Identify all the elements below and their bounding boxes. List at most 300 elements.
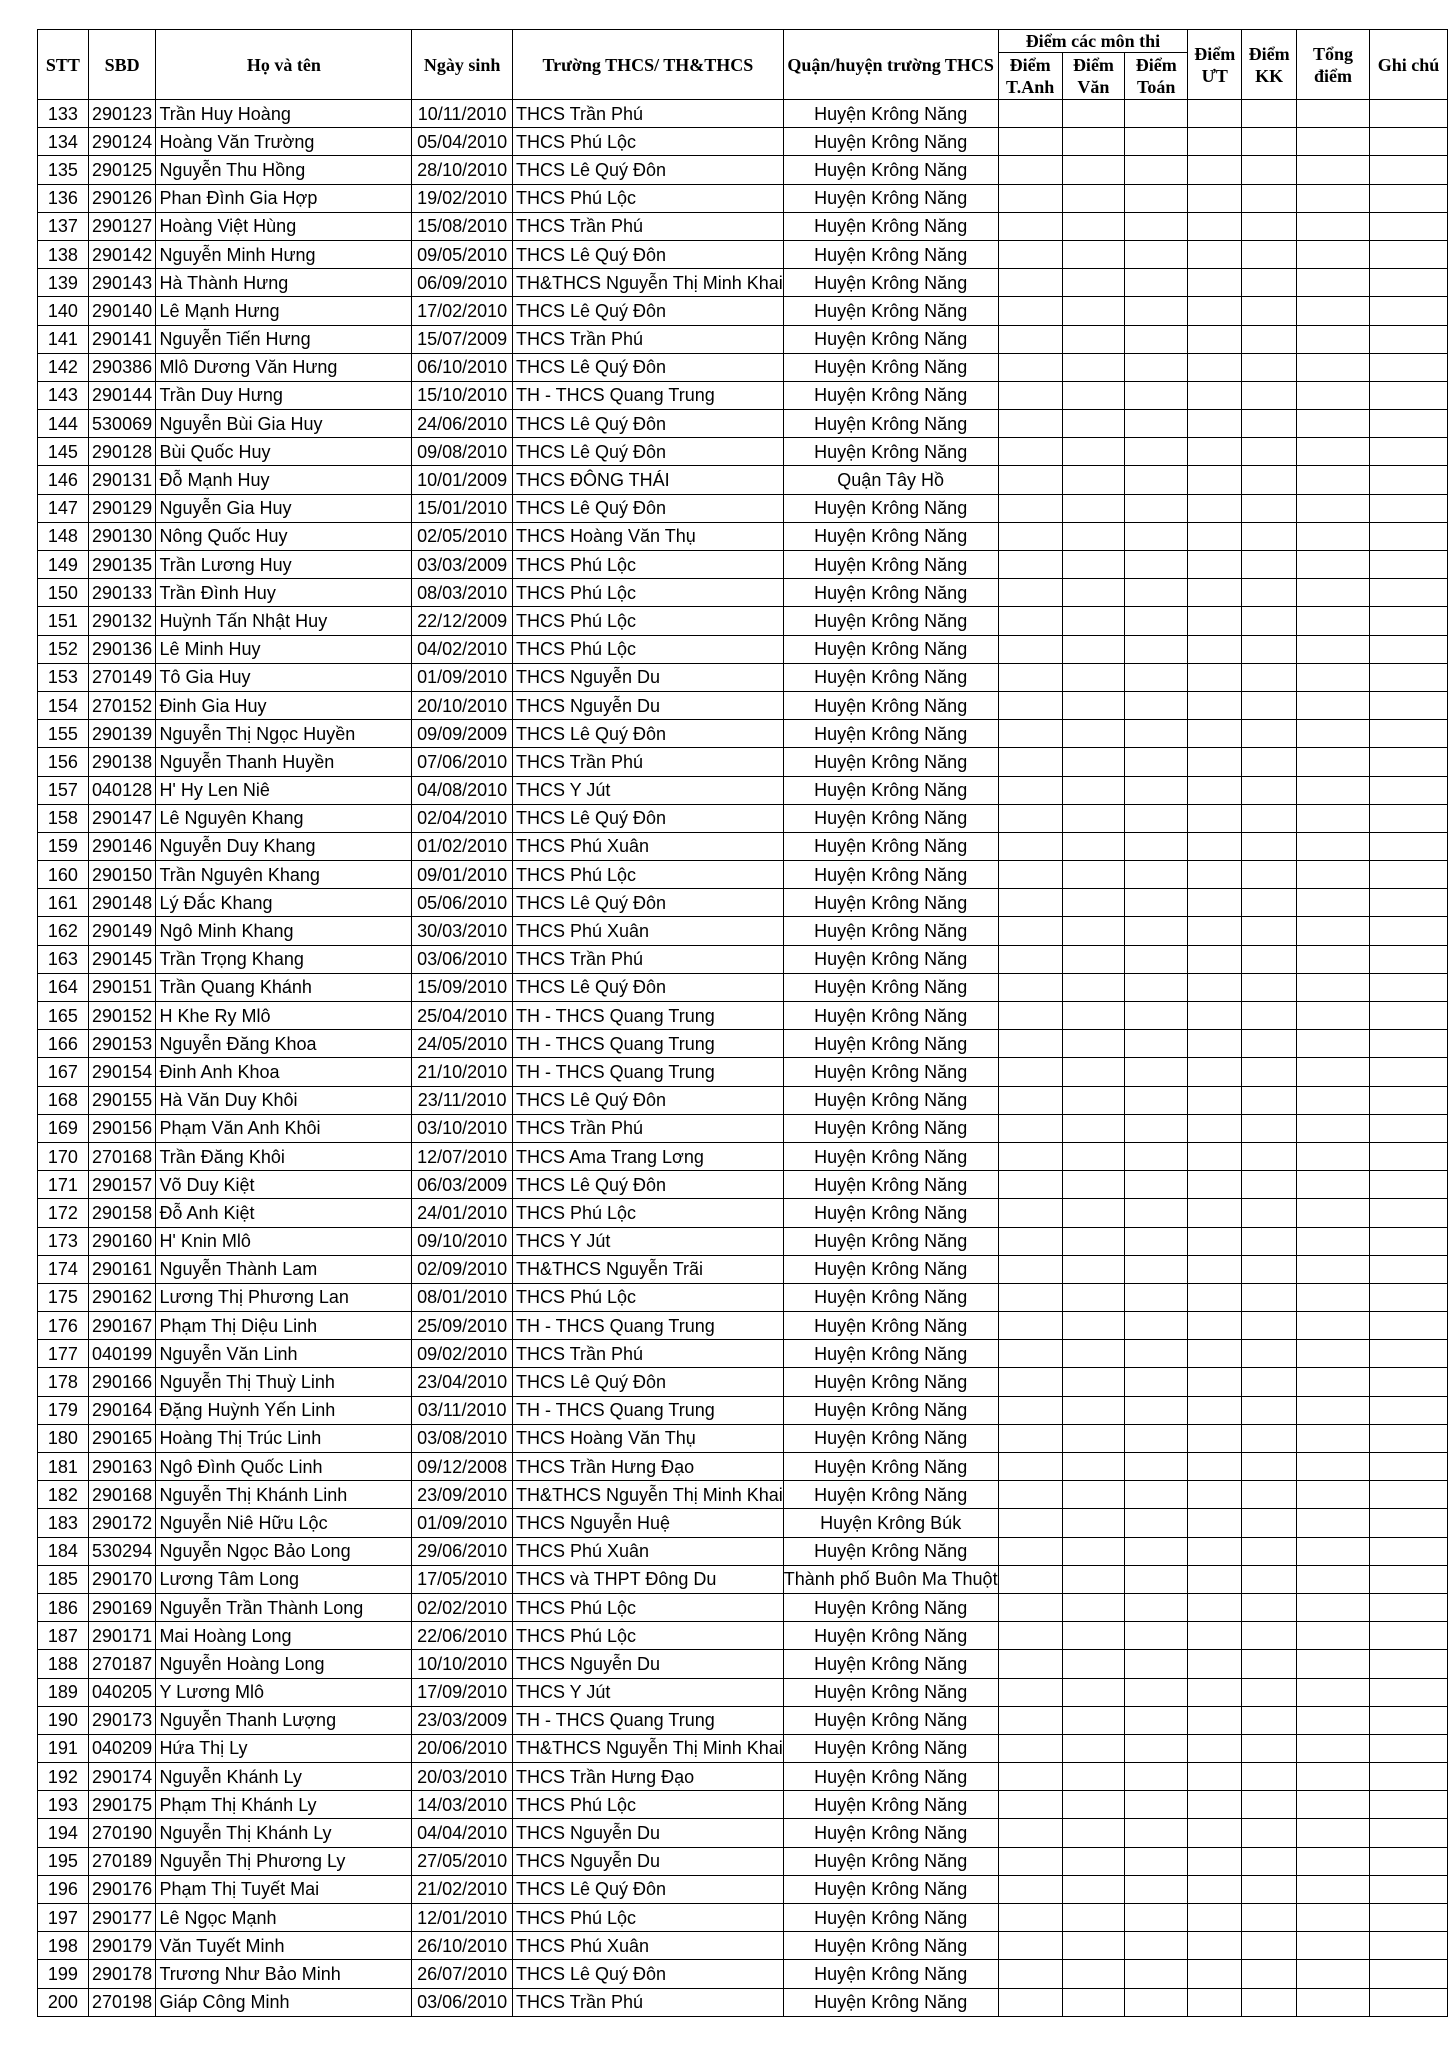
- cell-score-math: [1125, 297, 1188, 325]
- cell-score-literature: [1062, 240, 1124, 268]
- cell-school: THCS Lê Quý Đôn: [512, 720, 783, 748]
- cell-priority: [1188, 1565, 1242, 1593]
- cell-stt: 169: [38, 1114, 89, 1142]
- cell-district: Huyện Krông Năng: [783, 635, 998, 663]
- cell-bonus: [1242, 1255, 1297, 1283]
- cell-dob: 03/10/2010: [412, 1114, 513, 1142]
- cell-score-math: [1125, 1847, 1188, 1875]
- cell-stt: 175: [38, 1283, 89, 1311]
- cell-sbd: 270187: [88, 1650, 156, 1678]
- cell-note: [1370, 1424, 1448, 1452]
- cell-priority: [1188, 1283, 1242, 1311]
- cell-score-literature: [1062, 1453, 1124, 1481]
- cell-stt: 185: [38, 1565, 89, 1593]
- header-total: Tổng điểm: [1296, 30, 1369, 100]
- cell-stt: 170: [38, 1142, 89, 1170]
- cell-dob: 20/06/2010: [412, 1734, 513, 1762]
- cell-score-literature: [1062, 1058, 1124, 1086]
- cell-total: [1296, 1396, 1369, 1424]
- header-dob: Ngày sinh: [412, 30, 513, 100]
- cell-name: Nguyễn Thị Khánh Linh: [156, 1481, 412, 1509]
- cell-score-math: [1125, 1002, 1188, 1030]
- cell-dob: 01/09/2010: [412, 1509, 513, 1537]
- cell-priority: [1188, 607, 1242, 635]
- cell-total: [1296, 1340, 1369, 1368]
- cell-sbd: 040209: [88, 1734, 156, 1762]
- cell-note: [1370, 635, 1448, 663]
- cell-note: [1370, 1312, 1448, 1340]
- cell-dob: 09/09/2009: [412, 720, 513, 748]
- cell-sbd: 040199: [88, 1340, 156, 1368]
- cell-score-literature: [1062, 720, 1124, 748]
- cell-priority: [1188, 410, 1242, 438]
- table-row: [38, 353, 1448, 381]
- cell-bonus: [1242, 1932, 1297, 1960]
- cell-stt: 147: [38, 494, 89, 522]
- cell-name: Lương Tâm Long: [156, 1565, 412, 1593]
- cell-bonus: [1242, 1058, 1297, 1086]
- cell-district: Huyện Krông Năng: [783, 832, 998, 860]
- cell-sbd: 290166: [88, 1368, 156, 1396]
- cell-school: THCS Lê Quý Đôn: [512, 1171, 783, 1199]
- cell-score-english: [998, 494, 1062, 522]
- cell-name: Trần Huy Hoàng: [156, 100, 412, 128]
- cell-sbd: 290124: [88, 128, 156, 156]
- cell-dob: 15/08/2010: [412, 212, 513, 240]
- cell-priority: [1188, 438, 1242, 466]
- cell-school: THCS Y Jút: [512, 776, 783, 804]
- cell-district: Huyện Krông Năng: [783, 1650, 998, 1678]
- table-row: [38, 1030, 1448, 1058]
- cell-school: THCS Lê Quý Đôn: [512, 494, 783, 522]
- cell-district: Huyện Krông Năng: [783, 100, 998, 128]
- cell-score-english: [998, 1593, 1062, 1621]
- cell-priority: [1188, 240, 1242, 268]
- cell-school: THCS Lê Quý Đôn: [512, 804, 783, 832]
- cell-school: THCS Phú Xuân: [512, 1932, 783, 1960]
- cell-district: Huyện Krông Năng: [783, 1819, 998, 1847]
- cell-score-literature: [1062, 1904, 1124, 1932]
- cell-district: Huyện Krông Năng: [783, 1368, 998, 1396]
- table-row: [38, 804, 1448, 832]
- cell-district: Huyện Krông Năng: [783, 720, 998, 748]
- cell-stt: 149: [38, 551, 89, 579]
- cell-school: THCS Lê Quý Đôn: [512, 973, 783, 1001]
- cell-note: [1370, 607, 1448, 635]
- cell-score-literature: [1062, 297, 1124, 325]
- table-row: [38, 973, 1448, 1001]
- cell-name: Phạm Thị Tuyết Mai: [156, 1875, 412, 1903]
- cell-note: [1370, 1622, 1448, 1650]
- cell-bonus: [1242, 1142, 1297, 1170]
- cell-score-math: [1125, 438, 1188, 466]
- cell-sbd: 290132: [88, 607, 156, 635]
- cell-bonus: [1242, 156, 1297, 184]
- cell-score-literature: [1062, 381, 1124, 409]
- cell-dob: 09/08/2010: [412, 438, 513, 466]
- cell-score-literature: [1062, 776, 1124, 804]
- cell-bonus: [1242, 1312, 1297, 1340]
- cell-stt: 134: [38, 128, 89, 156]
- cell-score-math: [1125, 1537, 1188, 1565]
- cell-score-math: [1125, 889, 1188, 917]
- cell-district: Huyện Krông Năng: [783, 1002, 998, 1030]
- cell-sbd: 290171: [88, 1622, 156, 1650]
- cell-name: Trần Quang Khánh: [156, 973, 412, 1001]
- cell-score-math: [1125, 1960, 1188, 1988]
- cell-note: [1370, 748, 1448, 776]
- table-row: [38, 945, 1448, 973]
- cell-score-math: [1125, 691, 1188, 719]
- table-row: [38, 1763, 1448, 1791]
- cell-sbd: 290157: [88, 1171, 156, 1199]
- cell-name: Mlô Dương Văn Hưng: [156, 353, 412, 381]
- cell-score-english: [998, 1678, 1062, 1706]
- cell-school: THCS Trần Phú: [512, 212, 783, 240]
- cell-note: [1370, 889, 1448, 917]
- cell-note: [1370, 184, 1448, 212]
- cell-score-literature: [1062, 1509, 1124, 1537]
- cell-priority: [1188, 494, 1242, 522]
- cell-dob: 22/12/2009: [412, 607, 513, 635]
- cell-total: [1296, 1283, 1369, 1311]
- cell-school: THCS Lê Quý Đôn: [512, 240, 783, 268]
- table-row: [38, 1368, 1448, 1396]
- cell-school: TH&THCS Nguyễn Thị Minh Khai: [512, 1481, 783, 1509]
- student-score-table: [37, 29, 1448, 2017]
- cell-score-literature: [1062, 494, 1124, 522]
- table-row: [38, 325, 1448, 353]
- table-row: [38, 1255, 1448, 1283]
- cell-score-literature: [1062, 1706, 1124, 1734]
- table-row: [38, 1396, 1448, 1424]
- cell-score-math: [1125, 522, 1188, 550]
- table-row: [38, 1537, 1448, 1565]
- cell-dob: 03/06/2010: [412, 945, 513, 973]
- cell-name: Lê Ngọc Mạnh: [156, 1904, 412, 1932]
- cell-bonus: [1242, 325, 1297, 353]
- cell-school: TH - THCS Quang Trung: [512, 1706, 783, 1734]
- cell-score-english: [998, 579, 1062, 607]
- cell-bonus: [1242, 720, 1297, 748]
- cell-sbd: 290173: [88, 1706, 156, 1734]
- cell-school: TH - THCS Quang Trung: [512, 1002, 783, 1030]
- cell-dob: 10/10/2010: [412, 1650, 513, 1678]
- cell-school: TH&THCS Nguyễn Thị Minh Khai: [512, 269, 783, 297]
- cell-bonus: [1242, 663, 1297, 691]
- cell-score-literature: [1062, 1030, 1124, 1058]
- cell-sbd: 270198: [88, 1988, 156, 2016]
- cell-score-english: [998, 832, 1062, 860]
- table-row: [38, 1734, 1448, 1762]
- cell-total: [1296, 1509, 1369, 1537]
- table-row: [38, 1593, 1448, 1621]
- table-row: [38, 691, 1448, 719]
- cell-sbd: 290179: [88, 1932, 156, 1960]
- cell-note: [1370, 212, 1448, 240]
- cell-priority: [1188, 720, 1242, 748]
- cell-priority: [1188, 325, 1242, 353]
- table-row: [38, 438, 1448, 466]
- cell-sbd: 290163: [88, 1453, 156, 1481]
- cell-priority: [1188, 1904, 1242, 1932]
- cell-sbd: 290131: [88, 466, 156, 494]
- cell-score-literature: [1062, 889, 1124, 917]
- table-row: [38, 1171, 1448, 1199]
- cell-score-english: [998, 1142, 1062, 1170]
- cell-total: [1296, 1312, 1369, 1340]
- cell-bonus: [1242, 1791, 1297, 1819]
- cell-score-math: [1125, 1593, 1188, 1621]
- cell-note: [1370, 353, 1448, 381]
- cell-total: [1296, 1650, 1369, 1678]
- cell-district: Huyện Krông Năng: [783, 945, 998, 973]
- cell-total: [1296, 240, 1369, 268]
- cell-note: [1370, 720, 1448, 748]
- cell-stt: 176: [38, 1312, 89, 1340]
- table-row: [38, 776, 1448, 804]
- cell-note: [1370, 1847, 1448, 1875]
- cell-score-literature: [1062, 1791, 1124, 1819]
- cell-stt: 161: [38, 889, 89, 917]
- header-school: Trường THCS/ TH&THCS: [512, 30, 783, 100]
- cell-dob: 26/07/2010: [412, 1960, 513, 1988]
- cell-total: [1296, 1030, 1369, 1058]
- cell-total: [1296, 1847, 1369, 1875]
- cell-priority: [1188, 1030, 1242, 1058]
- cell-total: [1296, 776, 1369, 804]
- cell-score-english: [998, 748, 1062, 776]
- table-row: [38, 1312, 1448, 1340]
- cell-sbd: 290133: [88, 579, 156, 607]
- cell-bonus: [1242, 1283, 1297, 1311]
- cell-total: [1296, 832, 1369, 860]
- cell-score-literature: [1062, 1988, 1124, 2016]
- cell-dob: 23/03/2009: [412, 1706, 513, 1734]
- cell-name: Đỗ Mạnh Huy: [156, 466, 412, 494]
- cell-school: THCS Trần Hưng Đạo: [512, 1763, 783, 1791]
- cell-district: Huyện Krông Năng: [783, 494, 998, 522]
- cell-district: Huyện Krông Năng: [783, 748, 998, 776]
- cell-sbd: 290156: [88, 1114, 156, 1142]
- table-row: [38, 1114, 1448, 1142]
- cell-sbd: 270152: [88, 691, 156, 719]
- cell-score-english: [998, 212, 1062, 240]
- cell-sbd: 290128: [88, 438, 156, 466]
- cell-sbd: 290175: [88, 1791, 156, 1819]
- cell-dob: 30/03/2010: [412, 917, 513, 945]
- table-row: [38, 635, 1448, 663]
- cell-priority: [1188, 1424, 1242, 1452]
- cell-dob: 14/03/2010: [412, 1791, 513, 1819]
- cell-total: [1296, 1875, 1369, 1903]
- cell-note: [1370, 1706, 1448, 1734]
- cell-score-literature: [1062, 1424, 1124, 1452]
- table-row: [38, 128, 1448, 156]
- cell-sbd: 270168: [88, 1142, 156, 1170]
- cell-score-math: [1125, 381, 1188, 409]
- cell-priority: [1188, 1763, 1242, 1791]
- cell-district: Huyện Krông Năng: [783, 889, 998, 917]
- cell-score-math: [1125, 776, 1188, 804]
- cell-school: THCS Lê Quý Đôn: [512, 889, 783, 917]
- cell-sbd: 530069: [88, 410, 156, 438]
- cell-score-english: [998, 184, 1062, 212]
- cell-school: THCS Lê Quý Đôn: [512, 297, 783, 325]
- cell-stt: 165: [38, 1002, 89, 1030]
- cell-district: Huyện Krông Năng: [783, 1537, 998, 1565]
- cell-total: [1296, 1819, 1369, 1847]
- cell-total: [1296, 156, 1369, 184]
- cell-priority: [1188, 466, 1242, 494]
- cell-total: [1296, 438, 1369, 466]
- cell-stt: 200: [38, 1988, 89, 2016]
- cell-score-math: [1125, 1171, 1188, 1199]
- cell-district: Huyện Krông Năng: [783, 691, 998, 719]
- cell-sbd: 290170: [88, 1565, 156, 1593]
- cell-bonus: [1242, 1509, 1297, 1537]
- cell-score-english: [998, 607, 1062, 635]
- cell-score-english: [998, 1904, 1062, 1932]
- cell-total: [1296, 1481, 1369, 1509]
- cell-dob: 10/01/2009: [412, 466, 513, 494]
- cell-bonus: [1242, 1706, 1297, 1734]
- cell-note: [1370, 1171, 1448, 1199]
- cell-score-literature: [1062, 269, 1124, 297]
- cell-note: [1370, 804, 1448, 832]
- cell-sbd: 290167: [88, 1312, 156, 1340]
- cell-dob: 23/04/2010: [412, 1368, 513, 1396]
- cell-sbd: 290144: [88, 381, 156, 409]
- cell-priority: [1188, 1819, 1242, 1847]
- cell-note: [1370, 240, 1448, 268]
- cell-note: [1370, 128, 1448, 156]
- cell-score-english: [998, 1960, 1062, 1988]
- cell-sbd: 290123: [88, 100, 156, 128]
- cell-school: THCS Trần Phú: [512, 748, 783, 776]
- cell-priority: [1188, 1142, 1242, 1170]
- cell-score-literature: [1062, 1537, 1124, 1565]
- cell-score-math: [1125, 804, 1188, 832]
- cell-total: [1296, 1114, 1369, 1142]
- cell-school: TH - THCS Quang Trung: [512, 381, 783, 409]
- cell-note: [1370, 861, 1448, 889]
- cell-school: THCS Phú Lộc: [512, 551, 783, 579]
- cell-total: [1296, 1678, 1369, 1706]
- cell-dob: 04/04/2010: [412, 1819, 513, 1847]
- cell-stt: 198: [38, 1932, 89, 1960]
- cell-score-math: [1125, 917, 1188, 945]
- cell-score-literature: [1062, 832, 1124, 860]
- cell-stt: 197: [38, 1904, 89, 1932]
- table-row: [38, 1960, 1448, 1988]
- cell-dob: 04/08/2010: [412, 776, 513, 804]
- cell-school: THCS Phú Lộc: [512, 1622, 783, 1650]
- cell-name: Bùi Quốc Huy: [156, 438, 412, 466]
- cell-school: THCS Trần Phú: [512, 1340, 783, 1368]
- cell-name: Trương Như Bảo Minh: [156, 1960, 412, 1988]
- cell-total: [1296, 269, 1369, 297]
- cell-district: Huyện Krông Năng: [783, 522, 998, 550]
- cell-note: [1370, 1481, 1448, 1509]
- cell-total: [1296, 1960, 1369, 1988]
- cell-priority: [1188, 748, 1242, 776]
- cell-score-math: [1125, 128, 1188, 156]
- cell-score-english: [998, 776, 1062, 804]
- cell-bonus: [1242, 522, 1297, 550]
- cell-note: [1370, 1678, 1448, 1706]
- cell-school: THCS Phú Lộc: [512, 1904, 783, 1932]
- cell-score-english: [998, 297, 1062, 325]
- cell-stt: 141: [38, 325, 89, 353]
- cell-priority: [1188, 1086, 1242, 1114]
- cell-score-english: [998, 917, 1062, 945]
- cell-note: [1370, 522, 1448, 550]
- table-row: [38, 410, 1448, 438]
- cell-district: Huyện Krông Năng: [783, 269, 998, 297]
- table-row: [38, 663, 1448, 691]
- cell-district: Huyện Krông Năng: [783, 438, 998, 466]
- cell-bonus: [1242, 297, 1297, 325]
- cell-score-english: [998, 1537, 1062, 1565]
- cell-score-math: [1125, 1086, 1188, 1114]
- cell-dob: 15/09/2010: [412, 973, 513, 1001]
- cell-dob: 15/10/2010: [412, 381, 513, 409]
- cell-sbd: 290164: [88, 1396, 156, 1424]
- cell-priority: [1188, 1932, 1242, 1960]
- cell-note: [1370, 1002, 1448, 1030]
- cell-total: [1296, 325, 1369, 353]
- cell-bonus: [1242, 748, 1297, 776]
- cell-score-math: [1125, 1453, 1188, 1481]
- cell-score-literature: [1062, 1227, 1124, 1255]
- cell-score-math: [1125, 861, 1188, 889]
- cell-name: Hoàng Văn Trường: [156, 128, 412, 156]
- cell-district: Huyện Krông Năng: [783, 156, 998, 184]
- cell-score-english: [998, 438, 1062, 466]
- cell-bonus: [1242, 1847, 1297, 1875]
- cell-district: Huyện Krông Năng: [783, 1030, 998, 1058]
- cell-district: Huyện Krông Năng: [783, 184, 998, 212]
- cell-bonus: [1242, 776, 1297, 804]
- table-row: [38, 1509, 1448, 1537]
- cell-score-math: [1125, 635, 1188, 663]
- cell-score-literature: [1062, 1593, 1124, 1621]
- cell-note: [1370, 1368, 1448, 1396]
- cell-dob: 24/06/2010: [412, 410, 513, 438]
- cell-total: [1296, 720, 1369, 748]
- cell-priority: [1188, 212, 1242, 240]
- cell-dob: 23/09/2010: [412, 1481, 513, 1509]
- cell-score-math: [1125, 1819, 1188, 1847]
- cell-bonus: [1242, 1086, 1297, 1114]
- table-row: [38, 1791, 1448, 1819]
- cell-total: [1296, 1255, 1369, 1283]
- cell-note: [1370, 1763, 1448, 1791]
- cell-district: Huyện Krông Năng: [783, 1424, 998, 1452]
- cell-name: Hoàng Việt Hùng: [156, 212, 412, 240]
- cell-score-english: [998, 381, 1062, 409]
- cell-priority: [1188, 1706, 1242, 1734]
- cell-score-literature: [1062, 156, 1124, 184]
- table-row: [38, 184, 1448, 212]
- header-score-english: Điểm T.Anh: [998, 53, 1062, 100]
- cell-stt: 181: [38, 1453, 89, 1481]
- cell-score-english: [998, 410, 1062, 438]
- cell-score-literature: [1062, 184, 1124, 212]
- cell-name: Trần Trọng Khang: [156, 945, 412, 973]
- cell-dob: 06/10/2010: [412, 353, 513, 381]
